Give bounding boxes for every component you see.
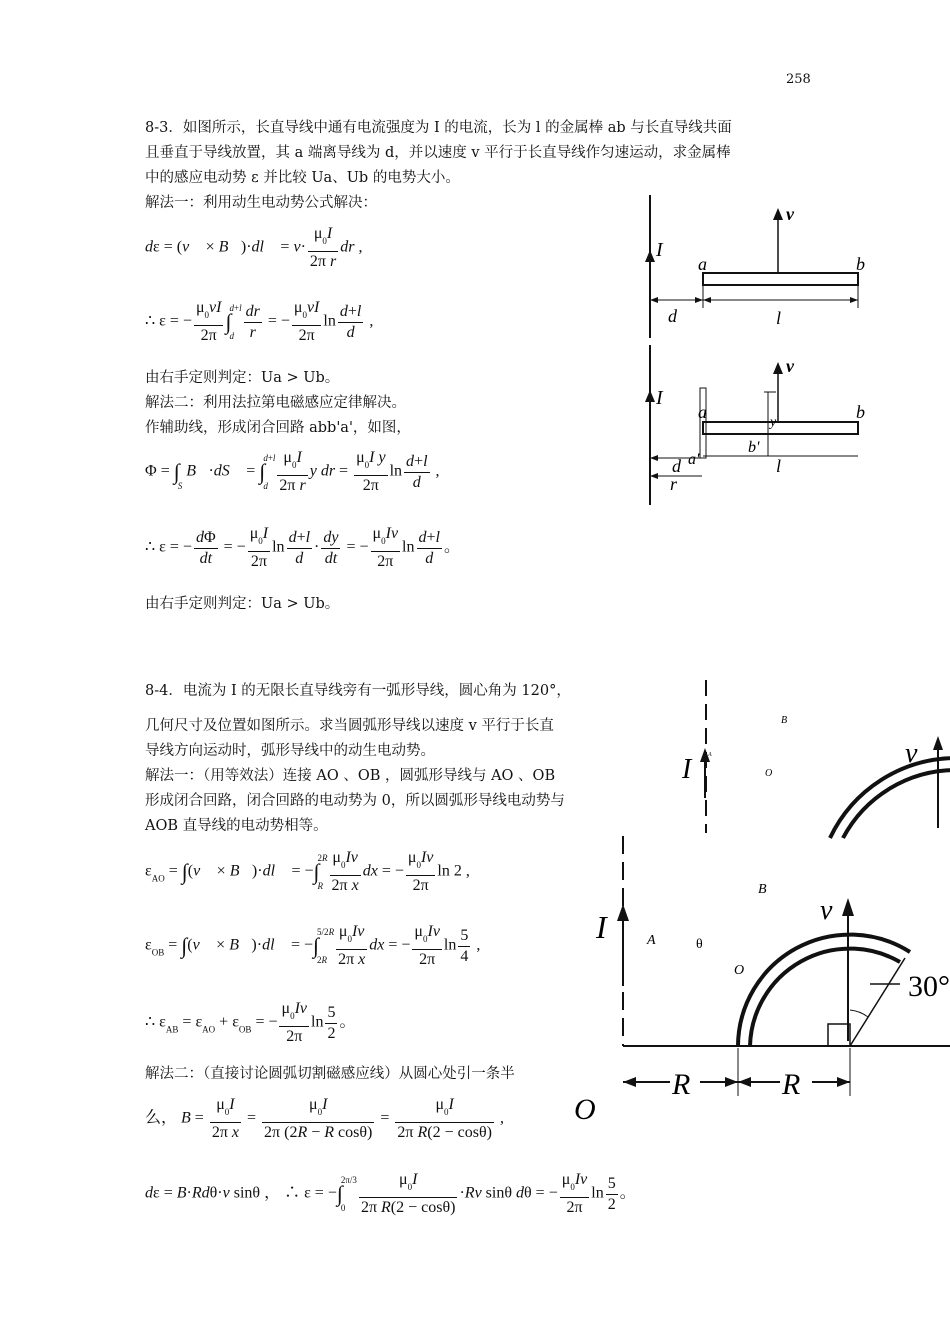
judge-2: 由右手定则判定：Ua > Ub。: [145, 596, 340, 612]
fig1-label-d: d: [668, 306, 677, 326]
fig4-label-O-bottom: O: [574, 1093, 596, 1126]
fig3-label-O: O: [765, 768, 773, 779]
fig1-label-v: v: [786, 204, 794, 224]
fig4-label-I: I: [596, 909, 607, 945]
problem-8-4-line-1: 8-4．电流为 I 的无限长直导线旁有一弧形导线，圆心角为 120°，: [145, 683, 571, 699]
figure-rod-wire-2: [630, 340, 880, 508]
fig2-label-a-prime: a': [688, 451, 700, 468]
method-2-title: 解法二：利用法拉第电磁感应定律解决。: [145, 395, 406, 411]
judge-1: 由右手定则判定：Ua > Ub。: [145, 370, 340, 386]
fig3-label-B: B: [781, 715, 788, 726]
equation-AO: $\varepsilon_{AO}$ = ∫(v⃗ × B⃗)·dl⃗ = −∫2R R $\frac{\mu_0Iv}{\text{2π x}}$ dx = − $\frac{\mu_0Iv}{2\pi}$ ln 2 ,: [145, 849, 470, 894]
method-1-line-1: 解法一：（用等效法）连接 AO 、OB ，圆弧形导线与 AO 、OB: [145, 768, 556, 784]
fig4-label-R-1: R: [672, 1068, 691, 1101]
fig4-label-R-2: R: [782, 1068, 801, 1101]
fig4-label-O: O: [734, 963, 745, 978]
problem-8-4-line-3: 导线方向运动时，弧形导线中的动生电动势。: [145, 743, 435, 759]
equation-OB: $\varepsilon_{OB}$ = ∫(v⃗ × B⃗)·dl⃗ = −∫5/2R 2R $\frac{\mu_0Iv}{\text{2π x}}$ dx = − $\frac{\mu_0Iv}{2\pi}$ ln $\frac{5}{4}$ ,: [145, 923, 481, 968]
fig4-label-theta: θ: [696, 937, 703, 952]
fig2-label-b: b: [856, 402, 865, 422]
fig1-label-a: a: [698, 254, 707, 274]
problem-8-3-line-1: 8-3．如图所示，长直导线中通有电流强度为 I 的电流，长为 l 的金属棒 ab 与长直导线共面: [145, 120, 732, 136]
fig2-label-y: y: [770, 415, 777, 430]
auxiliary-line-text: 作辅助线，形成闭合回路 abb'a'，如图，: [145, 420, 411, 436]
equation-4: ∴ ε = − $\frac{d\Phi}{dt}$ = − $\frac{\mu_0I}{2\pi}$ ln $\frac{d+l}{d}$ · $\frac{dy}{dt}$ = − $\frac{\mu_0Iv}{2\pi}$ ln $\frac{d+l}{d}$ 。: [145, 525, 460, 570]
fig2-label-a: a: [698, 402, 707, 422]
method-1-line-2: 形成闭合回路，闭合回路的电动势为 0，所以圆弧形导线电动势与: [145, 793, 565, 809]
fig2-label-d: d: [672, 456, 681, 476]
fig4-label-A: A: [647, 933, 656, 948]
method-1-line-3: AOB 直导线的电动势相等。: [145, 818, 328, 834]
equation-final: dε = B·Rdθ·v sinθ ， ∴ ε = −∫2π/3 0 $\frac{\mu_0I}{\text{2π R(2 − cosθ)}}$ ·Rv sinθ dθ = − $\frac{\mu_0Iv}{2\pi}$ ln $\frac{5}{2}$ 。: [145, 1171, 636, 1216]
problem-8-4-line-2: 几何尺寸及位置如图所示。求当圆弧形导线以速度 v 平行于长直: [145, 718, 554, 734]
fig2-label-l: l: [776, 456, 782, 476]
fig2-label-b-prime: b': [748, 439, 760, 456]
fig3-label-A: A: [708, 752, 712, 758]
fig2-label-r: r: [670, 474, 678, 494]
fig3-label-I: I: [682, 754, 692, 785]
equation-AB: ∴ $\varepsilon_{AB} = \varepsilon_{AO} + \varepsilon_{OB}$ = − $\frac{\mu_0Iv}{2\pi}$ ln $\frac{5}{2}$ 。: [145, 1000, 356, 1045]
fig3-label-v: v: [905, 738, 918, 769]
fig2-label-v: v: [786, 356, 794, 376]
method-1-title: 解法一：利用动生电动势公式解决：: [145, 195, 377, 211]
fig2-label-I: I: [656, 387, 663, 409]
problem-8-3-line-2: 且垂直于导线放置，其 a 端离导线为 d，并以速度 v 平行于长直导线作匀速运动，求金属棒: [145, 145, 731, 161]
figure-arc-main: [574, 836, 950, 1136]
fig1-label-l: l: [776, 308, 782, 328]
equation-1: dε = (v⃗ × B⃗)·dl⃗ = v· $\frac{\mu_0I}{\text{2π r}}$ dr ,: [145, 225, 363, 270]
fig4-label-30deg: 30°: [908, 970, 950, 1003]
figure-arc-small: [625, 678, 950, 836]
fig4-label-B: B: [758, 882, 767, 897]
page-number: 258: [786, 72, 811, 87]
equation-3: Φ = ∫ S B⃗·dS⃗ = ∫d+l d $\frac{\mu_0I}{\text{2π r}}$ y dr = $\frac{\mu_0I y}{2\pi}$ ln $\frac{d+l}{d}$ ,: [145, 449, 440, 494]
equation-2: ∴ ε = − $\frac{\mu_0vI}{2\pi}$ ∫d+l d $\frac{dr}{r}$ = − $\frac{\mu_0vI}{2\pi}$ ln $\frac{d+l}{d}$ ,: [145, 299, 374, 344]
fig1-label-b: b: [856, 254, 865, 274]
fig4-label-v: v: [820, 895, 833, 926]
figure-rod-wire-1: [630, 190, 880, 340]
method-2-line-1: 解法二：（直接讨论圆弧切割磁感应线）从圆心处引一条半: [145, 1066, 515, 1082]
problem-8-3-line-3: 中的感应电动势 ε 并比较 Ua、Ub 的电势大小。: [145, 170, 460, 186]
equation-B: 么， B = $\frac{\mu_0I}{\text{2π x}}$ = $\frac{\mu_0I}{\text{2π (2R − R cosθ)}}$ = $\frac{\mu_0I}{\text{2π R(2 − cosθ)}}$ ,: [145, 1096, 504, 1141]
fig1-label-I: I: [656, 239, 663, 261]
